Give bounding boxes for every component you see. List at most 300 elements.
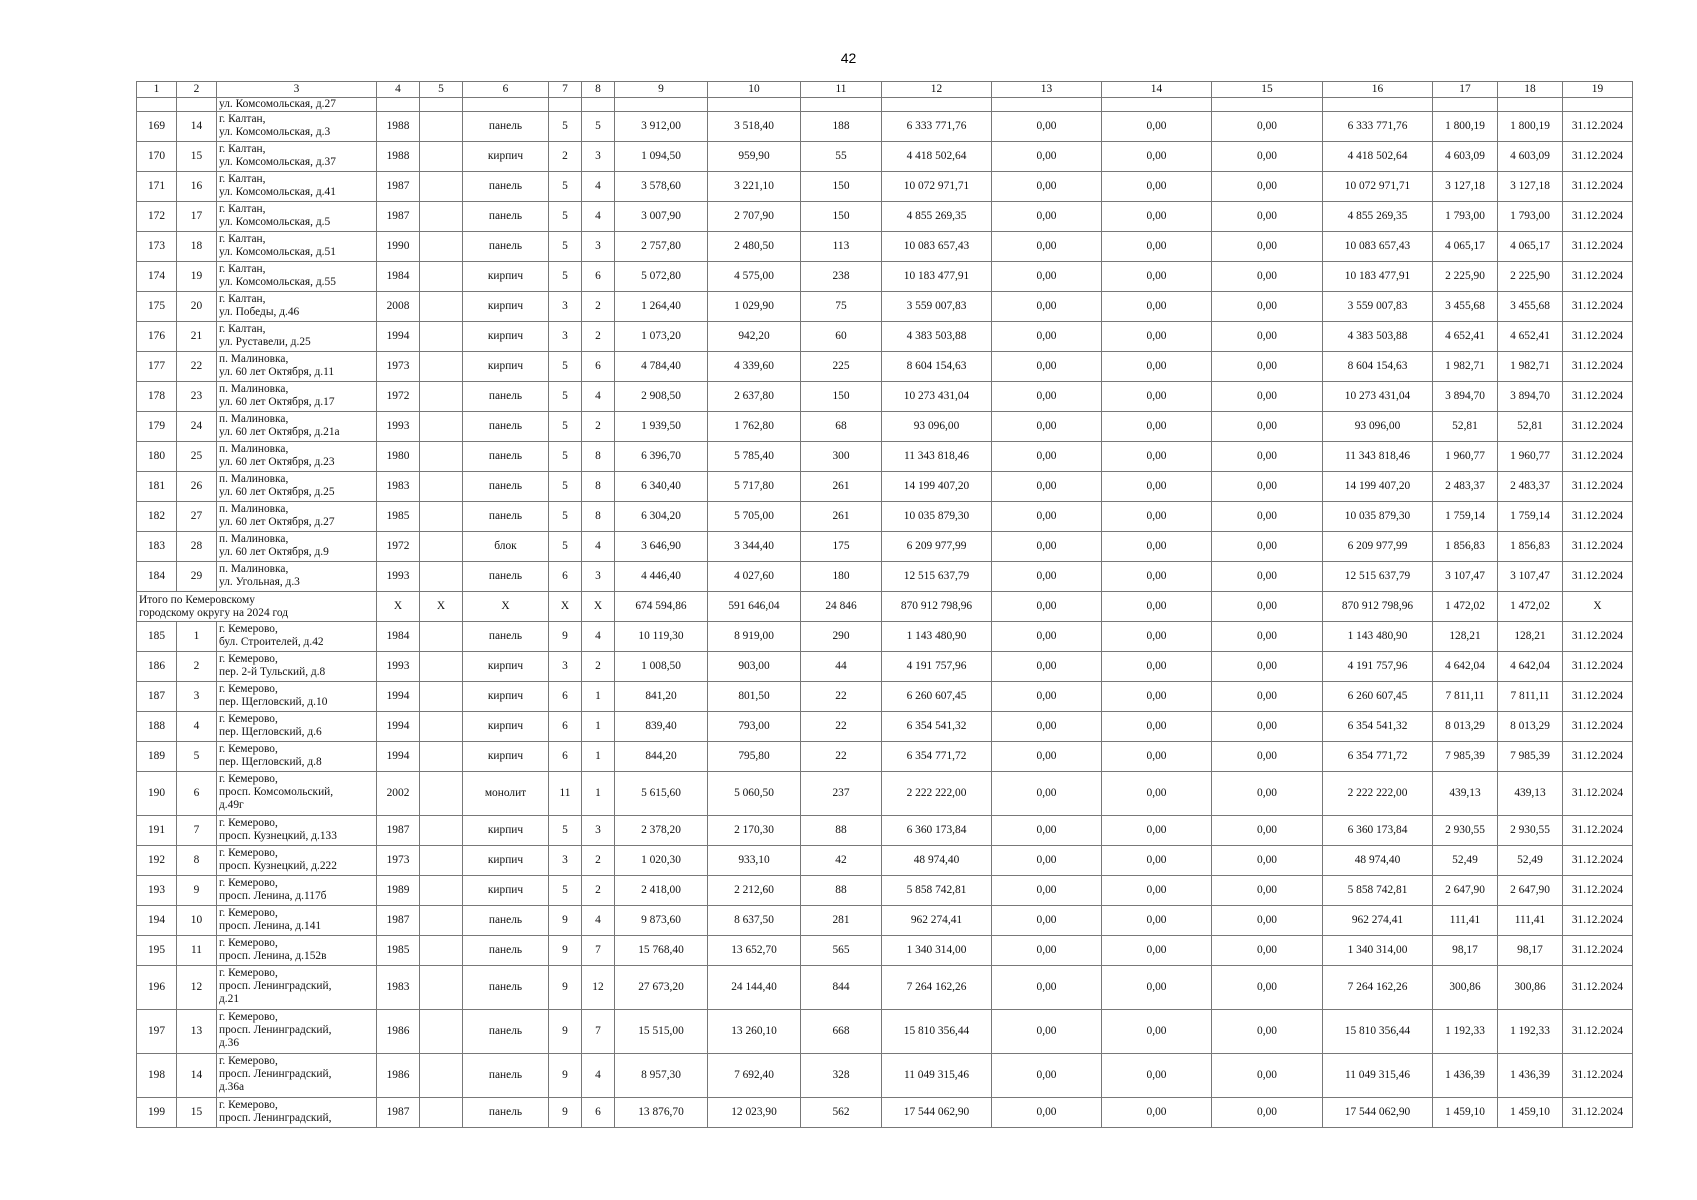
table-cell: 5: [549, 382, 582, 412]
column-header: 9: [615, 82, 708, 98]
table-cell: 2 212,60: [708, 876, 801, 906]
housing-register-table: [136, 81, 1633, 1128]
table-cell: 128,21: [1498, 622, 1563, 652]
table-cell: панель: [463, 382, 549, 412]
table-row: [137, 846, 1633, 876]
table-cell: 0,00: [1102, 742, 1212, 772]
table-cell: 1987: [377, 1098, 420, 1128]
table-cell: 11: [177, 936, 217, 966]
table-cell: [420, 562, 463, 592]
table-cell: Х: [377, 592, 420, 622]
table-cell: 6: [177, 772, 217, 816]
table-cell: [420, 816, 463, 846]
table-cell: 1988: [377, 142, 420, 172]
table-cell: 2 707,90: [708, 202, 801, 232]
table-cell: 4: [582, 906, 615, 936]
table-cell: 111,41: [1498, 906, 1563, 936]
table-cell: 9 873,60: [615, 906, 708, 936]
table-cell: 3 559 007,83: [882, 292, 992, 322]
table-cell: 1986: [377, 1010, 420, 1054]
table-cell: 1994: [377, 322, 420, 352]
address-line: пер. Щегловский, д.8: [219, 756, 322, 768]
address-line: п. Малиновка,: [219, 443, 289, 455]
table-cell: 4 855 269,35: [1323, 202, 1433, 232]
table-cell: 3 007,90: [615, 202, 708, 232]
address-line: ул. 60 лет Октября, д.25: [219, 486, 335, 498]
table-cell: 31.12.2024: [1563, 562, 1633, 592]
table-cell: 4: [582, 622, 615, 652]
table-cell: 9: [549, 936, 582, 966]
table-cell: 0,00: [1212, 712, 1323, 742]
table-cell: 0,00: [1102, 906, 1212, 936]
table-cell: 0,00: [1212, 936, 1323, 966]
table-cell: 31.12.2024: [1563, 442, 1633, 472]
table-cell: 5 072,80: [615, 262, 708, 292]
table-cell: 111,41: [1433, 906, 1498, 936]
table-cell: 7: [582, 936, 615, 966]
table-cell: 2 480,50: [708, 232, 801, 262]
table-cell: 0,00: [992, 532, 1102, 562]
table-cell: 12 515 637,79: [882, 562, 992, 592]
table-cell: 0,00: [1212, 652, 1323, 682]
address-line: г. Калтан,: [219, 233, 266, 245]
table-row: [137, 502, 1633, 532]
table-row: [137, 562, 1633, 592]
table-row: [137, 172, 1633, 202]
table-cell: 261: [801, 502, 882, 532]
table-cell: 4: [582, 382, 615, 412]
address-line: г. Кемерово,: [219, 773, 278, 785]
table-cell: 0,00: [992, 112, 1102, 142]
table-cell: 0,00: [1212, 472, 1323, 502]
table-cell: 1 436,39: [1498, 1054, 1563, 1098]
table-cell: 1 472,02: [1498, 592, 1563, 622]
table-cell: 5: [582, 112, 615, 142]
table-cell: 4 383 503,88: [1323, 322, 1433, 352]
table-cell: [137, 98, 177, 112]
address-line: г. Кемерово,: [219, 877, 278, 889]
address-line: ул. 60 лет Октября, д.9: [219, 546, 329, 558]
address-cell: [217, 1054, 377, 1098]
table-cell: 591 646,04: [708, 592, 801, 622]
table-cell: 7: [177, 816, 217, 846]
address-cell: [217, 772, 377, 816]
table-cell: 189: [137, 742, 177, 772]
table-cell: 0,00: [1212, 966, 1323, 1010]
table-cell: 31.12.2024: [1563, 292, 1633, 322]
table-cell: 31.12.2024: [1563, 966, 1633, 1010]
table-cell: 13 260,10: [708, 1010, 801, 1054]
table-cell: 11 343 818,46: [1323, 442, 1433, 472]
table-cell: 15 810 356,44: [882, 1010, 992, 1054]
address-line: г. Кемерово,: [219, 937, 278, 949]
table-cell: 8 013,29: [1433, 712, 1498, 742]
table-cell: 8 637,50: [708, 906, 801, 936]
table-cell: 19: [177, 262, 217, 292]
table-cell: 31.12.2024: [1563, 112, 1633, 142]
table-cell: 31.12.2024: [1563, 876, 1633, 906]
table-cell: [1563, 98, 1633, 112]
table-cell: 1985: [377, 502, 420, 532]
address-line: ул. Комсомольская, д.27: [219, 98, 336, 110]
table-cell: 0,00: [1212, 532, 1323, 562]
address-line: городскому округу на 2024 год: [139, 607, 289, 619]
table-cell: кирпич: [463, 682, 549, 712]
table-cell: 3 221,10: [708, 172, 801, 202]
table-cell: 2 170,30: [708, 816, 801, 846]
address-cell: [217, 472, 377, 502]
table-cell: кирпич: [463, 262, 549, 292]
table-cell: [420, 352, 463, 382]
address-line: просп. Ленина, д.152в: [219, 950, 327, 962]
table-cell: 52,49: [1433, 846, 1498, 876]
table-cell: 0,00: [1212, 846, 1323, 876]
table-cell: 4 603,09: [1433, 142, 1498, 172]
table-cell: 150: [801, 382, 882, 412]
table-row: [137, 682, 1633, 712]
table-cell: 6 354 771,72: [1323, 742, 1433, 772]
table-cell: 1 020,30: [615, 846, 708, 876]
table-cell: 2 930,55: [1498, 816, 1563, 846]
table-cell: панель: [463, 966, 549, 1010]
table-cell: 2 225,90: [1498, 262, 1563, 292]
table-cell: 0,00: [1212, 742, 1323, 772]
table-cell: 10 083 657,43: [1323, 232, 1433, 262]
table-cell: 75: [801, 292, 882, 322]
table-cell: 13 652,70: [708, 936, 801, 966]
table-cell: 0,00: [992, 382, 1102, 412]
table-cell: 190: [137, 772, 177, 816]
table-cell: 0,00: [992, 846, 1102, 876]
table-cell: 668: [801, 1010, 882, 1054]
table-cell: 17 544 062,90: [882, 1098, 992, 1128]
table-cell: 4 784,40: [615, 352, 708, 382]
table-cell: Х: [420, 592, 463, 622]
address-cell: [217, 292, 377, 322]
address-line: ул. Комсомольская, д.41: [219, 186, 336, 198]
table-cell: 4: [177, 712, 217, 742]
table-cell: 1987: [377, 172, 420, 202]
table-cell: 0,00: [992, 876, 1102, 906]
table-cell: 3 894,70: [1498, 382, 1563, 412]
table-cell: 2: [582, 412, 615, 442]
table-cell: 0,00: [992, 322, 1102, 352]
table-cell: 191: [137, 816, 177, 846]
table-cell: 1994: [377, 742, 420, 772]
address-line: г. Кемерово,: [219, 967, 278, 979]
address-cell: [217, 876, 377, 906]
table-cell: 188: [801, 112, 882, 142]
table-cell: 0,00: [992, 442, 1102, 472]
table-cell: 0,00: [1212, 142, 1323, 172]
table-cell: панель: [463, 412, 549, 442]
table-cell: панель: [463, 172, 549, 202]
table-cell: 17 544 062,90: [1323, 1098, 1433, 1128]
table-cell: 2 647,90: [1498, 876, 1563, 906]
table-cell: 29: [177, 562, 217, 592]
table-cell: 0,00: [1212, 622, 1323, 652]
table-cell: 0,00: [1102, 202, 1212, 232]
table-cell: 12 515 637,79: [1323, 562, 1433, 592]
table-cell: 237: [801, 772, 882, 816]
table-cell: 31.12.2024: [1563, 772, 1633, 816]
table-cell: 0,00: [1212, 172, 1323, 202]
table-cell: 177: [137, 352, 177, 382]
table-cell: 4 652,41: [1433, 322, 1498, 352]
table-cell: 2 418,00: [615, 876, 708, 906]
table-cell: 15 768,40: [615, 936, 708, 966]
table-cell: 198: [137, 1054, 177, 1098]
table-cell: панель: [463, 906, 549, 936]
column-header: 7: [549, 82, 582, 98]
table-cell: 5: [549, 352, 582, 382]
table-cell: [420, 966, 463, 1010]
address-line: п. Малиновка,: [219, 503, 289, 515]
address-cell: [217, 622, 377, 652]
table-cell: 4 603,09: [1498, 142, 1563, 172]
table-cell: 300,86: [1433, 966, 1498, 1010]
table-cell: 113: [801, 232, 882, 262]
table-cell: 31.12.2024: [1563, 142, 1633, 172]
table-cell: 10 035 879,30: [1323, 502, 1433, 532]
table-row: [137, 292, 1633, 322]
table-cell: 31.12.2024: [1563, 712, 1633, 742]
table-cell: 0,00: [1102, 772, 1212, 816]
table-cell: 0,00: [1212, 382, 1323, 412]
table-cell: 27 673,20: [615, 966, 708, 1010]
address-line: просп. Кузнецкий, д.133: [219, 830, 337, 842]
table-cell: 1983: [377, 966, 420, 1010]
table-cell: [463, 98, 549, 112]
table-cell: [420, 98, 463, 112]
table-cell: 300: [801, 442, 882, 472]
address-line: ул. 60 лет Октября, д.21а: [219, 426, 340, 438]
table-cell: блок: [463, 532, 549, 562]
column-header: 8: [582, 82, 615, 98]
table-cell: 1993: [377, 412, 420, 442]
table-cell: 5 060,50: [708, 772, 801, 816]
address-line: ул. Комсомольская, д.55: [219, 276, 336, 288]
table-cell: [420, 202, 463, 232]
address-line: г. Калтан,: [219, 293, 266, 305]
table-cell: 0,00: [992, 142, 1102, 172]
table-cell: 4 191 757,96: [882, 652, 992, 682]
table-cell: 1 094,50: [615, 142, 708, 172]
address-cell: [217, 442, 377, 472]
table-cell: 261: [801, 472, 882, 502]
column-header: 1: [137, 82, 177, 98]
table-cell: 1972: [377, 382, 420, 412]
table-cell: 1987: [377, 202, 420, 232]
table-row: [137, 966, 1633, 1010]
address-line: д.21: [219, 993, 240, 1005]
table-cell: 844,20: [615, 742, 708, 772]
table-cell: [377, 98, 420, 112]
table-row: [137, 622, 1633, 652]
address-line: г. Кемерово,: [219, 1099, 278, 1111]
table-cell: 88: [801, 876, 882, 906]
table-cell: 1: [582, 712, 615, 742]
address-line: г. Калтан,: [219, 323, 266, 335]
table-cell: 1: [582, 742, 615, 772]
table-cell: 55: [801, 142, 882, 172]
table-cell: 31.12.2024: [1563, 622, 1633, 652]
table-row: [137, 142, 1633, 172]
address-line: д.36: [219, 1037, 240, 1049]
table-cell: 5: [549, 262, 582, 292]
table-cell: 6 260 607,45: [1323, 682, 1433, 712]
table-cell: 31.12.2024: [1563, 172, 1633, 202]
table-cell: 562: [801, 1098, 882, 1128]
table-cell: 17: [177, 202, 217, 232]
table-cell: 31.12.2024: [1563, 1098, 1633, 1128]
table-cell: 5: [549, 472, 582, 502]
table-cell: 1 982,71: [1433, 352, 1498, 382]
table-cell: 22: [177, 352, 217, 382]
table-cell: 150: [801, 172, 882, 202]
table-cell: кирпич: [463, 876, 549, 906]
column-header: 16: [1323, 82, 1433, 98]
table-cell: 1 192,33: [1498, 1010, 1563, 1054]
column-header: 19: [1563, 82, 1633, 98]
table-cell: 5: [549, 232, 582, 262]
table-cell: [420, 622, 463, 652]
table-cell: 169: [137, 112, 177, 142]
table-cell: 180: [137, 442, 177, 472]
table-cell: 0,00: [992, 772, 1102, 816]
table-cell: 6 260 607,45: [882, 682, 992, 712]
table-cell: 959,90: [708, 142, 801, 172]
table-cell: 2002: [377, 772, 420, 816]
address-line: просп. Ленинградский,: [219, 1068, 332, 1080]
address-line: просп. Ленинградский,: [219, 1024, 332, 1036]
table-cell: 31.12.2024: [1563, 936, 1633, 966]
table-cell: 184: [137, 562, 177, 592]
address-cell: [217, 98, 377, 112]
address-line: ул. Комсомольская, д.51: [219, 246, 336, 258]
table-cell: 13: [177, 1010, 217, 1054]
table-cell: 7 692,40: [708, 1054, 801, 1098]
table-cell: 8: [177, 846, 217, 876]
table-cell: 0,00: [1102, 652, 1212, 682]
table-cell: панель: [463, 472, 549, 502]
table-row: [137, 442, 1633, 472]
table-row: [137, 876, 1633, 906]
table-cell: 173: [137, 232, 177, 262]
table-cell: 6 360 173,84: [1323, 816, 1433, 846]
table-cell: 0,00: [1212, 906, 1323, 936]
table-cell: 0,00: [992, 816, 1102, 846]
table-cell: 1988: [377, 112, 420, 142]
table-cell: 31.12.2024: [1563, 322, 1633, 352]
table-cell: 10 072 971,71: [882, 172, 992, 202]
table-cell: 24: [177, 412, 217, 442]
table-cell: 1 800,19: [1433, 112, 1498, 142]
table-cell: 0,00: [992, 966, 1102, 1010]
address-cell: [217, 112, 377, 142]
table-cell: 0,00: [1212, 262, 1323, 292]
table-row: [137, 1098, 1633, 1128]
table-cell: 6 333 771,76: [1323, 112, 1433, 142]
table-row: [137, 816, 1633, 846]
address-cell: [217, 936, 377, 966]
address-line: Итого по Кемеровскому: [139, 594, 255, 606]
table-cell: 14: [177, 1054, 217, 1098]
table-cell: 4 575,00: [708, 262, 801, 292]
address-line: г. Кемерово,: [219, 743, 278, 755]
table-cell: 31.12.2024: [1563, 232, 1633, 262]
address-cell: [217, 412, 377, 442]
table-cell: 183: [137, 532, 177, 562]
table-cell: 10 183 477,91: [1323, 262, 1433, 292]
column-header: 6: [463, 82, 549, 98]
table-cell: 3 127,18: [1433, 172, 1498, 202]
table-cell: 0,00: [1212, 352, 1323, 382]
table-cell: [420, 382, 463, 412]
table-body: [137, 98, 1633, 1128]
page-number: 42: [840, 50, 857, 66]
address-line: д.49г: [219, 799, 244, 811]
table-cell: 170: [137, 142, 177, 172]
table-cell: 3: [582, 142, 615, 172]
table-cell: 5: [549, 532, 582, 562]
table-cell: 1984: [377, 262, 420, 292]
address-line: ул. Победы, д.46: [219, 306, 300, 318]
table-cell: 88: [801, 816, 882, 846]
table-cell: 18: [177, 232, 217, 262]
table-cell: 2: [582, 846, 615, 876]
address-line: ул. 60 лет Октября, д.17: [219, 396, 335, 408]
table-cell: 290: [801, 622, 882, 652]
table-cell: 0,00: [1102, 382, 1212, 412]
table-cell: 93 096,00: [882, 412, 992, 442]
address-line: просп. Ленина, д.141: [219, 920, 322, 932]
address-line: г. Калтан,: [219, 173, 266, 185]
table-cell: 933,10: [708, 846, 801, 876]
table-cell: 1 340 314,00: [1323, 936, 1433, 966]
table-cell: 5 858 742,81: [1323, 876, 1433, 906]
column-header: 10: [708, 82, 801, 98]
table-cell: 8 957,30: [615, 1054, 708, 1098]
table-cell: 10 083 657,43: [882, 232, 992, 262]
table-cell: 187: [137, 682, 177, 712]
address-cell: [217, 202, 377, 232]
table-cell: кирпич: [463, 352, 549, 382]
table-cell: 0,00: [992, 562, 1102, 592]
table-cell: 1 143 480,90: [882, 622, 992, 652]
table-cell: [801, 98, 882, 112]
table-cell: 0,00: [1102, 562, 1212, 592]
table-cell: 2 930,55: [1433, 816, 1498, 846]
table-row: [137, 532, 1633, 562]
table-cell: кирпич: [463, 816, 549, 846]
table-cell: 28: [177, 532, 217, 562]
table-cell: 128,21: [1433, 622, 1498, 652]
table-cell: 0,00: [1102, 816, 1212, 846]
table-cell: [420, 322, 463, 352]
table-cell: 174: [137, 262, 177, 292]
table-cell: 2 483,37: [1498, 472, 1563, 502]
address-line: г. Кемерово,: [219, 683, 278, 695]
table-cell: 0,00: [1212, 876, 1323, 906]
table-cell: 1973: [377, 352, 420, 382]
table-cell: 3: [177, 682, 217, 712]
address-line: просп. Кузнецкий, д.222: [219, 860, 337, 872]
table-cell: 0,00: [1102, 936, 1212, 966]
column-header: 14: [1102, 82, 1212, 98]
table-cell: 2 647,90: [1433, 876, 1498, 906]
table-cell: 4 383 503,88: [882, 322, 992, 352]
